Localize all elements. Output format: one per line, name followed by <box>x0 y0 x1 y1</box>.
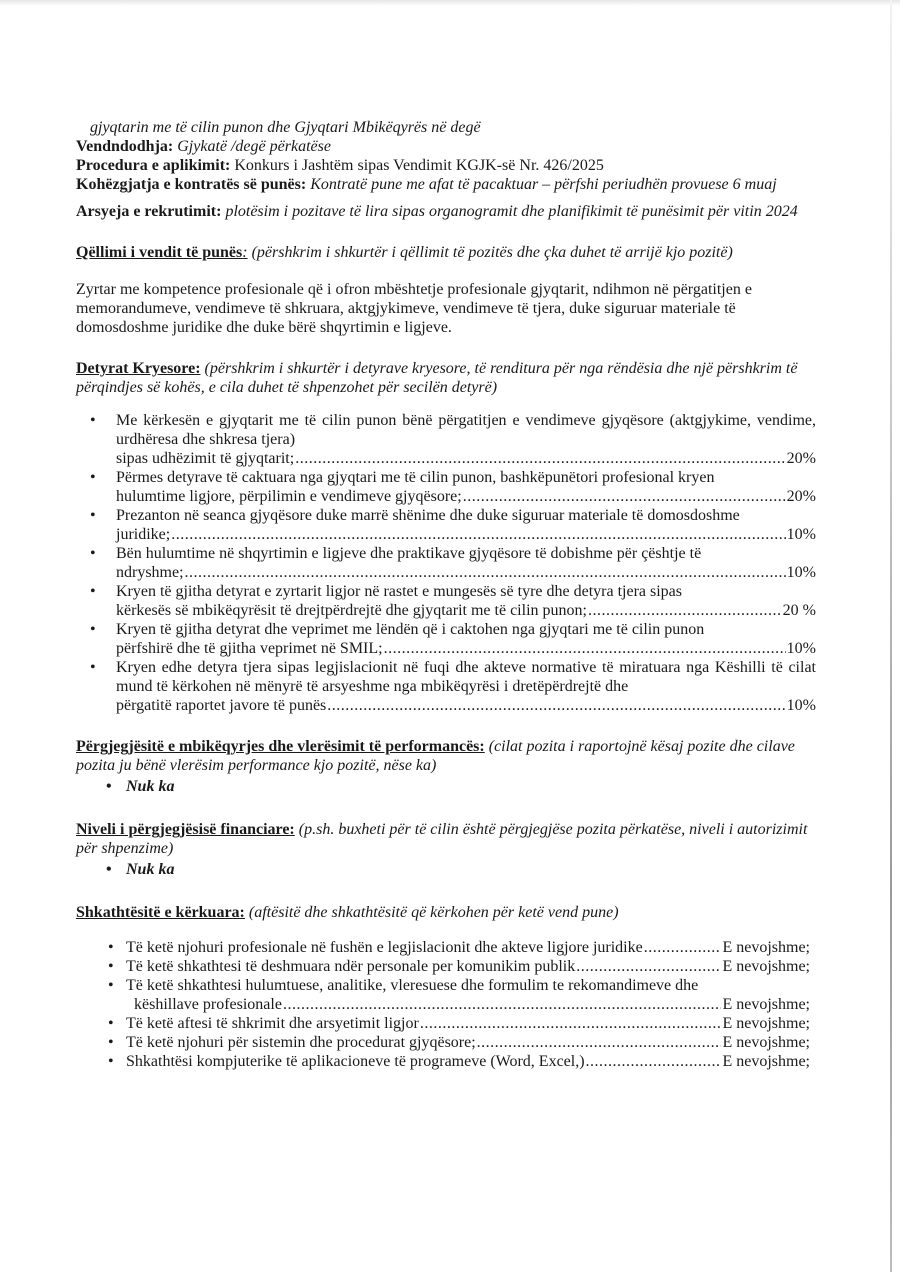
supervision-list <box>76 777 816 796</box>
duty-item: • Bën hulumtime në shqyrtimin e ligjeve dhe praktikave gjyqësore të dobishme për çështje të ndryshme; ..... 10% <box>116 544 816 582</box>
financial-heading: Niveli i përgjegjësisë financiare: <box>76 821 295 838</box>
section-heading <box>76 737 816 775</box>
skills-note: (aftësitë dhe shkathtësitë që kërkohen për ketë vend pune) <box>244 904 619 921</box>
section-financial <box>76 820 816 879</box>
duty-percent: 20% <box>786 488 816 505</box>
field-value: Konkurs i Jashtëm sipas Vendimit KGJK-së Nr. 426/2025 <box>234 157 604 174</box>
skills-heading: Shkathtësitë e kërkuara: <box>76 904 245 921</box>
intro-continuation: gjyqtarin me të cilin punon dhe Gjyqtari Mbikëqyrës në degë <box>90 119 481 136</box>
field-procedure <box>76 156 816 175</box>
skill-requirement: E nevojshme; <box>722 958 810 975</box>
purpose-note: (përshkrim i shkurtër i qëllimit të pozitës dhe çka duhet të arrijë kjo pozitë) <box>247 244 733 261</box>
purpose-text: Zyrtar me kompetence profesionale që i ofron mbështetje profesionale gjyqtarit, ndihmon në përgatitjen e memorandumeve, vendimeve të shkruara, aktgjykimeve, vendimeve të tjera, duke siguruar materiale të domosdoshme juridike dhe duke bërë shqyrtimin e ligjeve. <box>76 281 752 336</box>
financial-note: (p.sh. buxheti për të cilin është përgjegjëse pozita përkatëse, niveli i autorizimit për shpenzime) <box>76 821 808 857</box>
skill-item: • Shkathtësi kompjuterike të aplikacioneve të programeve (Word, Excel,) ..... E nevojshme; <box>126 1052 810 1071</box>
financial-item: • Nuk ka <box>126 860 816 879</box>
skill-requirement: E nevojshme; <box>722 996 810 1013</box>
skills-list <box>76 938 810 1071</box>
field-label: Procedura e aplikimit: <box>76 157 231 174</box>
field-label: Kohëzgjatja e kontratës së punës: <box>76 176 307 193</box>
field-label: Arsyeja e rekrutimit: <box>76 203 222 220</box>
field-value: Gjykatë /degë përkatëse <box>177 138 331 155</box>
field-label: Vendndodhja: <box>76 138 174 155</box>
section-heading: Qëllimi i vendit të punës: (përshkrim i shkurtër i qëllimit të pozitës dhe çka duhet të arrijë kjo pozitë) <box>76 244 733 261</box>
supervision-heading: Përgjegjësitë e mbikëqyrjes dhe vlerësimit të performancës: <box>76 738 485 755</box>
section-heading <box>76 903 816 922</box>
purpose-heading: Qëllimi i vendit të punës <box>76 244 243 261</box>
job-fields <box>76 137 816 221</box>
skill-item: • Të ketë njohuri për sistemin dhe procedurat gjyqësore; ..... E nevojshme; <box>126 1033 810 1052</box>
field-contract-duration <box>76 175 816 194</box>
section-supervision <box>76 737 816 796</box>
supervision-item: • Nuk ka <box>126 777 816 796</box>
skill-item: • Të ketë njohuri profesionale në fushën e legjislacionit dhe akteve ligjore juridike ..... E nevojshme; <box>126 938 810 957</box>
duty-item: • Kryen të gjitha detyrat e zyrtarit ligjor në rastet e mungesës së tyre dhe detyra tjera sipas kërkesës së mbikëqyrësit të drejtpërdrejtë dhe gjyqtarit me të cilin punon; ..... 20 % <box>116 582 816 620</box>
scan-edge-top <box>0 0 900 6</box>
skill-requirement: E nevojshme; <box>722 1015 810 1032</box>
financial-list <box>76 860 816 879</box>
field-value: plotësim i pozitave të lira sipas organogramit dhe planifikimit të punësimit për vitin 2024 <box>225 203 798 220</box>
duty-item: • Me kërkesën e gjyqtarit me të cilin punon bënë përgatitjen e vendimeve gjyqësore (aktgjykime, vendime, urdhëresa dhe shkresa tjera) sipas udhëzimit të gjyqtarit; ..... 20% <box>116 411 816 468</box>
field-value: Kontratë pune me afat të pacaktuar – përfshi periudhën provuese 6 muaj <box>310 176 777 193</box>
section-heading <box>76 820 816 858</box>
duty-item: • Kryen të gjitha detyrat dhe veprimet me lëndën që i caktohen nga gjyqtari me të cilin punon përfshirë dhe të gjitha veprimet në SMIL; ..... 10% <box>116 620 816 658</box>
duty-item: • Kryen edhe detyra tjera sipas legjislacionit në fuqi dhe akteve normative të miratuara nga Këshilli të cilat mund të kërkohen në mënyrë të arsyeshme nga mbikëqyrësi i dretëpërdrejtë dhe përgatitë raportet javore të punës ..... 10% <box>116 658 816 715</box>
duty-percent: 20% <box>786 450 816 467</box>
duty-percent: 20 % <box>782 602 816 619</box>
supervision-note: (cilat pozita i raportojnë kësaj pozite dhe cilave pozita ju bënë vlerësim performance kjo pozitë, nëse ka) <box>76 738 795 774</box>
skill-item: • Të ketë shkathtesi hulumtuese, analitike, vleresuese dhe formulim te rekomandimeve dhe këshillave profesionale ..... E nevojshme; <box>126 976 810 1014</box>
skill-requirement: E nevojshme; <box>722 1034 810 1051</box>
field-location <box>76 137 816 156</box>
duties-note: (përshkrim i shkurtër i detyrave kryesore, të renditura për nga rëndësia dhe një përshkrim të përqindjes së kohës, e cila duhet të shpenzohet për secilën detyrë) <box>76 360 798 396</box>
section-skills <box>76 903 816 1071</box>
section-duties <box>76 359 816 715</box>
section-heading <box>76 359 816 397</box>
skill-requirement: E nevojshme; <box>722 939 810 956</box>
skill-item: • Të ketë aftesi të shkrimit dhe arsyetimit ligjor ..... E nevojshme; <box>126 1014 810 1033</box>
document-content <box>76 118 816 1071</box>
skill-requirement: E nevojshme; <box>722 1053 810 1070</box>
duties-list <box>76 411 816 715</box>
duty-item: • Prezanton në seanca gjyqësore duke marrë shënime dhe duke siguruar materiale të domosdoshme juridike; ..... 10% <box>116 506 816 544</box>
duty-percent: 10% <box>786 564 816 581</box>
duty-percent: 10% <box>786 640 816 657</box>
duty-item: • Përmes detyrave të caktuara nga gjyqtari me të cilin punon, bashkëpunëtori profesional kryen hulumtime ligjore, përpilimin e vendimeve gjyqësore; ..... 20% <box>116 468 816 506</box>
skill-item: • Të ketë shkathtesi të deshmuara ndër personale per komunikim publik ..... E nevojshme; <box>126 957 810 976</box>
duties-heading: Detyrat Kryesore: <box>76 360 201 377</box>
section-purpose <box>76 243 816 337</box>
duty-percent: 10% <box>786 526 816 543</box>
scan-edge-right <box>890 0 892 1272</box>
duty-percent: 10% <box>786 697 816 714</box>
field-recruitment-reason <box>76 202 816 221</box>
